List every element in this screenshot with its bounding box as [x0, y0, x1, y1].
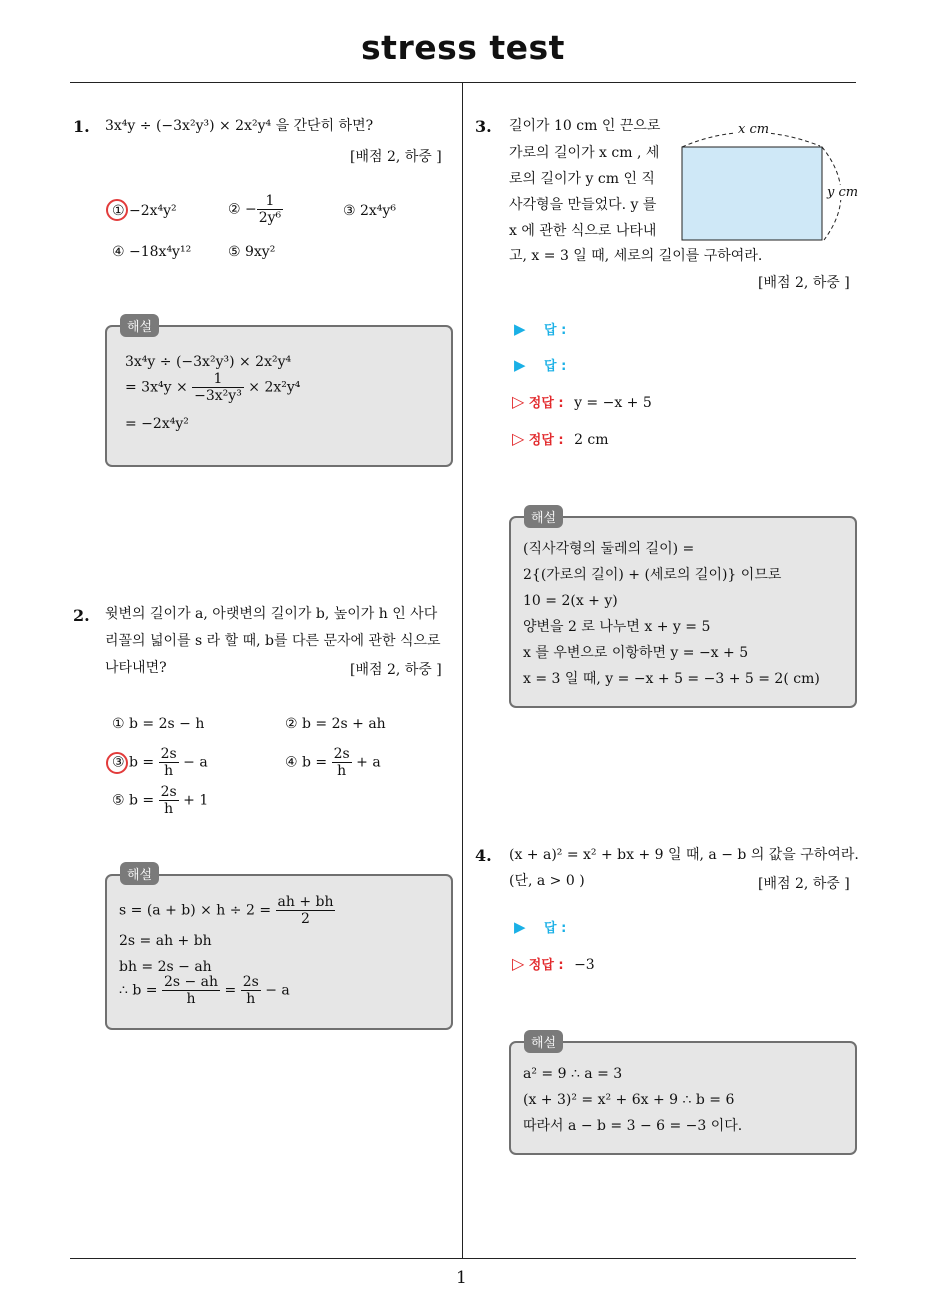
q2-option-3[interactable]: ③ b = $\frac{2s}{h}$ − a	[112, 746, 208, 779]
q3-number: 3.	[475, 117, 492, 136]
play-icon: ▶	[514, 918, 526, 936]
q1-option-2[interactable]: ② − $\frac{1}{\text{2y⁶}}$	[228, 193, 282, 226]
q2-solution-line-4: ∴ b = $\frac{2s - ah}{h}$ = $\frac{2s}{h}$ − a	[119, 974, 290, 1007]
q1-solution-line-3: = −2x⁴y²	[125, 416, 189, 432]
q1-solution-line-1: 3x⁴y ÷ (−3x²y³) × 2x²y⁴	[125, 354, 292, 370]
q2-solution-line-1: s = (a + b) × h ÷ 2 = $\frac{ah + bh}{2}$	[119, 894, 334, 927]
q4-text-line-2: (단, a > 0 )	[509, 873, 585, 889]
q3-solution-line-2: 2{(가로의 길이) + (세로의 길이)} 이므로	[523, 567, 782, 583]
q2-number: 2.	[73, 606, 90, 625]
play-icon: ▶	[514, 356, 526, 374]
selected-mark-icon	[106, 752, 128, 774]
q1-number: 1.	[73, 117, 90, 136]
column-divider	[462, 83, 463, 1258]
q3-text-line-6: 고, x = 3 일 때, 세로의 길이를 구하여라.	[509, 248, 763, 264]
q4-solution-line-1: a² = 9 ∴ a = 3	[523, 1066, 623, 1082]
q3-solution-line-5: x 를 우변으로 이항하면 y = −x + 5	[523, 645, 749, 661]
q3-text-line-2: 가로의 길이가 x cm , 세	[509, 145, 660, 161]
q2-option-4[interactable]: ④ b = $\frac{2s}{h}$ + a	[285, 746, 381, 779]
q1-solution-box	[105, 325, 453, 467]
q2-solution-box	[105, 874, 453, 1030]
q3-meta: [배점 2, 하중 ]	[758, 275, 850, 291]
q2-option-2[interactable]: ② b = 2s + ah	[285, 716, 386, 732]
q3-solution-line-1: (직사각형의 둘레의 길이) =	[523, 541, 695, 557]
q2-meta: [배점 2, 하중 ]	[350, 662, 442, 678]
q1-option-1[interactable]: ① −2x⁴y²	[112, 203, 177, 219]
q3-answer-1[interactable]: ▶ 답 :	[514, 320, 567, 338]
q2-text-line-1: 윗변의 길이가 a, 아랫변의 길이가 b, 높이가 h 인 사다	[105, 606, 438, 622]
triangle-outline-icon: ▷	[512, 954, 525, 973]
page-number: 1	[456, 1268, 467, 1288]
q2-solution-tag: 해설	[120, 862, 159, 885]
q4-text-line-1: (x + a)² = x² + bx + 9 일 때, a − b 의 값을 구하여라.	[509, 847, 859, 863]
q2-text-line-2: 리꼴의 넓이를 s 라 할 때, b를 다른 문자에 관한 식으로	[105, 633, 441, 649]
q3-correct-1: ▷ 정답 : y = −x + 5	[512, 392, 652, 411]
q4-answer[interactable]: ▶ 답 :	[514, 918, 567, 936]
q2-solution-line-2: 2s = ah + bh	[119, 933, 212, 949]
header-rule	[70, 82, 856, 83]
q3-text-line-1: 길이가 10 cm 인 끈으로	[509, 118, 661, 134]
q3-correct-2: ▷ 정답 : 2 cm	[512, 429, 609, 448]
q2-option-1[interactable]: ① b = 2s − h	[112, 716, 205, 732]
q3-text-line-3: 로의 길이가 y cm 인 직	[509, 171, 655, 187]
q1-option-3[interactable]: ③ 2x⁴y⁶	[343, 203, 396, 219]
q2-option-5[interactable]: ⑤ b = $\frac{2s}{h}$ + 1	[112, 784, 209, 817]
q2-solution-line-3: bh = 2s − ah	[119, 959, 212, 975]
q4-solution-line-2: (x + 3)² = x² + 6x + 9 ∴ b = 6	[523, 1092, 735, 1108]
q3-solution-line-4: 양변을 2 로 나누면 x + y = 5	[523, 619, 711, 635]
q4-correct: ▷ 정답 : −3	[512, 954, 595, 973]
footer-rule	[70, 1258, 856, 1259]
figure-side-label: y cm	[827, 185, 859, 200]
q3-answer-2[interactable]: ▶ 답 :	[514, 356, 567, 374]
q3-solution-tag: 해설	[524, 505, 563, 528]
q4-solution-box	[509, 1041, 857, 1155]
q4-number: 4.	[475, 846, 492, 865]
q3-solution-box	[509, 516, 857, 708]
q1-solution-line-2: = 3x⁴y × $\frac{1}{\text{−3x²y³}}$ × 2x²y⁴	[125, 371, 301, 404]
triangle-outline-icon: ▷	[512, 429, 525, 448]
selected-mark-icon	[106, 199, 128, 221]
q3-text-line-4: 사각형을 만들었다. y 를	[509, 197, 657, 213]
rectangle-figure	[674, 118, 864, 248]
q1-meta: [배점 2, 하중 ]	[350, 149, 442, 165]
triangle-outline-icon: ▷	[512, 392, 525, 411]
q1-option-4[interactable]: ④ −18x⁴y¹²	[112, 244, 192, 260]
q3-solution-line-6: x = 3 일 때, y = −x + 5 = −3 + 5 = 2( cm)	[523, 671, 820, 687]
rectangle-shape	[682, 147, 822, 240]
q2-text-line-3: 나타내면?	[105, 660, 167, 676]
q3-solution-line-3: 10 = 2(x + y)	[523, 593, 618, 609]
q3-text-line-5: x 에 관한 식으로 나타내	[509, 223, 657, 239]
play-icon: ▶	[514, 320, 526, 338]
q1-solution-tag: 해설	[120, 314, 159, 337]
q1-option-5[interactable]: ⑤ 9xy²	[228, 244, 276, 260]
figure-top-label: x cm	[738, 122, 770, 137]
q4-solution-tag: 해설	[524, 1030, 563, 1053]
q4-solution-line-3: 따라서 a − b = 3 − 6 = −3 이다.	[523, 1118, 743, 1134]
page-title: stress test	[361, 28, 565, 67]
q1-text: 3x⁴y ÷ (−3x²y³) × 2x²y⁴ 을 간단히 하면?	[105, 118, 374, 134]
q4-meta: [배점 2, 하중 ]	[758, 876, 850, 892]
